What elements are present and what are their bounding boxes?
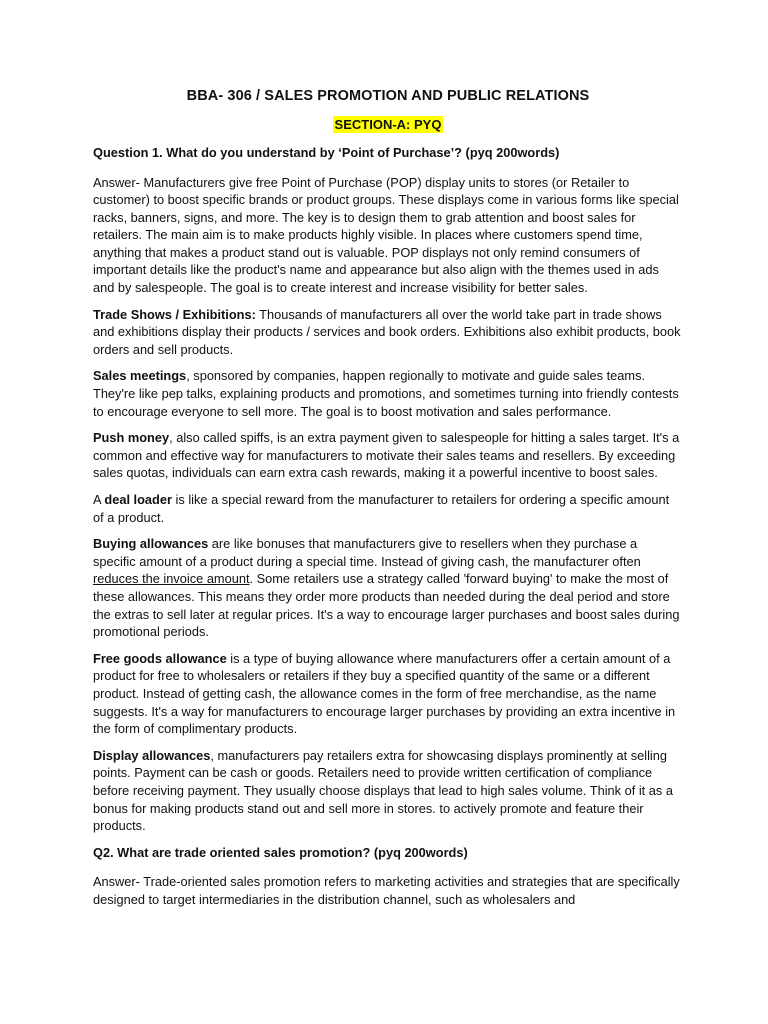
document-title: BBA- 306 / SALES PROMOTION AND PUBLIC RELATIONS bbox=[186, 88, 590, 104]
deal-loader-paragraph bbox=[93, 491, 683, 526]
section-heading-wrap bbox=[93, 116, 683, 134]
free-goods-term: Free goods allowance bbox=[93, 650, 227, 666]
deal-loader-text: is like a special reward from the manufacturer to retailers for ordering a specific amount of a product. bbox=[93, 492, 670, 525]
sales-meetings-term: Sales meetings bbox=[93, 368, 187, 384]
buying-allowances-paragraph bbox=[93, 535, 683, 641]
push-money-paragraph bbox=[93, 429, 683, 482]
push-money-term: Push money bbox=[93, 430, 170, 446]
trade-shows-text: Thousands of manufacturers all over the world take part in trade shows and exhibitions display their products / services and book orders. Exhibitions also exhibit products, book orders and sell products. bbox=[93, 306, 681, 357]
free-goods-text: is a type of buying allowance where manufacturers offer a certain amount of a product for free to wholesalers or retailers if they buy a specified quantity of the same or a different product. Instead of getting cash, the allowance comes in the form of free merchandise, as the name suggests. It's a way for manufacturers to encourage larger purchases by providing an extra incentive in the form of complimentary products. bbox=[93, 650, 676, 737]
display-allowances-term: Display allowances bbox=[93, 747, 211, 763]
trade-shows-term: Trade Shows / Exhibitions: bbox=[93, 306, 256, 322]
document-page bbox=[93, 88, 683, 917]
buying-allowances-term: Buying allowances bbox=[93, 536, 209, 552]
display-allowances-paragraph bbox=[93, 747, 683, 835]
buying-allowances-text-a: are like bonuses that manufacturers give to resellers when they purchase a specific amount of a product during a special time. Instead of giving cash, the manufacturer often bbox=[93, 536, 641, 569]
answer-1-paragraph: Answer- Manufacturers give free Point of Purchase (POP) display units to stores (or Retailer to customer) to boost specific brands or product groups. These displays come in various forms like special racks, banners, signs, and more. The key is to design them to grab attention and boost sales for retailers. The main aim is to make products highly visible. In places where customers spend time, anything that makes a product stand out is valuable. POP displays not only remind consumers of important details like the product's name and appearance but also align with the themes used in ads and by salespeople. The goal is to create interest and increase visibility for better sales. bbox=[93, 174, 679, 296]
deal-loader-term: deal loader bbox=[104, 492, 172, 507]
sales-meetings-paragraph bbox=[93, 367, 683, 420]
display-allowances-text: , manufacturers pay retailers extra for showcasing displays prominently at selling points. Payment can be cash or goods. Retailers need to provide written certification of compliance before receiving payment. They usually choose displays that lead to high sales volume. Think of it as a bonus for making products stand out and sell more in stores. to actively promote and feature their products. bbox=[93, 747, 673, 834]
question-2: Q2. What are trade oriented sales promotion? (pyq 200words) bbox=[93, 844, 468, 860]
push-money-text: , also called spiffs, is an extra payment given to salespeople for hitting a sales target. It's a common and effective way for manufacturers to motivate their sales teams and resellers. By exceeding sales quotas, individuals can earn extra cash rewards, making it a powerful incentive to boost sales. bbox=[93, 430, 680, 481]
buying-allowances-underlined: reduces the invoice amount bbox=[93, 571, 250, 587]
answer-2-paragraph: Answer- Trade-oriented sales promotion refers to marketing activities and strategies that are specifically designed to target intermediaries in the distribution channel, such as wholesalers and bbox=[93, 874, 680, 907]
buying-allowances-text-b: . Some retailers use a strategy called 'forward buying' to make the most of these allowances. This means they order more products than needed during the deal period and store the extras to sell later at regular prices. It's a way to encourage larger purchases and boost sales during promotional periods. bbox=[93, 571, 680, 640]
deal-loader-prefix: A bbox=[93, 492, 105, 507]
free-goods-paragraph bbox=[93, 650, 683, 738]
trade-shows-paragraph bbox=[93, 306, 683, 359]
section-heading: SECTION-A: PYQ bbox=[334, 117, 442, 132]
sales-meetings-text: , sponsored by companies, happen regionally to motivate and guide sales teams. They're like pep talks, explaining products and promotions, and sometimes turning into friendly contests to encourage everyone to sell more. The goal is to boost motivation and sales performance. bbox=[93, 368, 679, 419]
question-1: Question 1. What do you understand by ‘Point of Purchase’? (pyq 200words) bbox=[93, 145, 560, 160]
